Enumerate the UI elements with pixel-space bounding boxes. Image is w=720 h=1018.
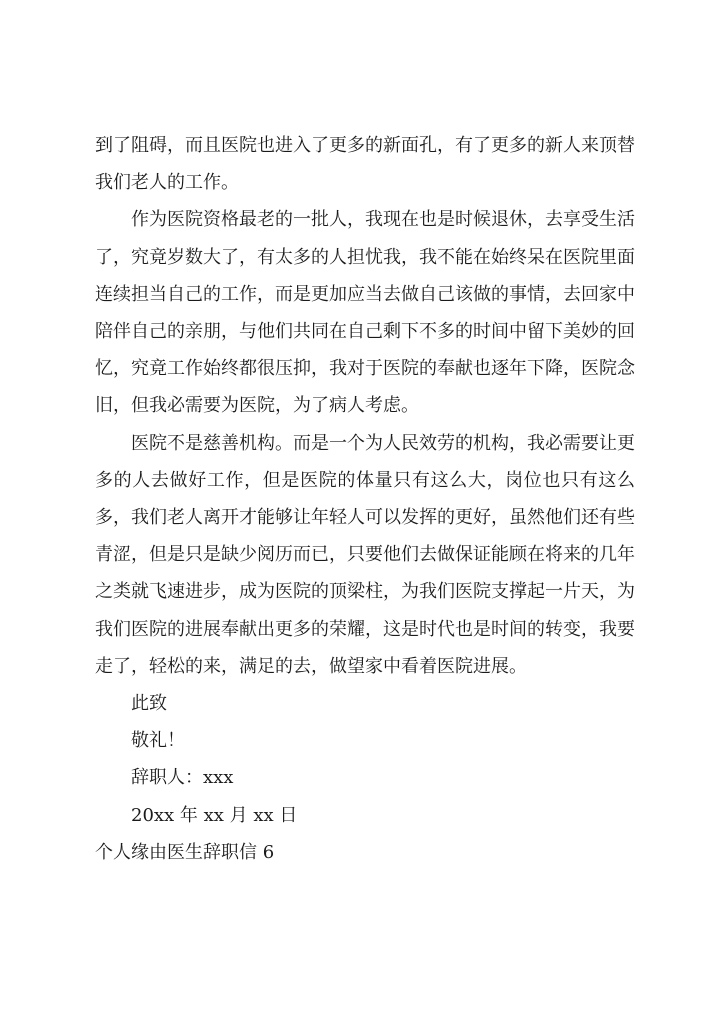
closing-line: 此致 bbox=[131, 693, 167, 715]
paragraph-hospital-future: 医院不是慈善机构。而是一个为人民效劳的机构，我必需要让更多的人去做好工作，但是医院的体量只有这么大，岗位也只有这么多，我们老人离开才能够让年轻人可以发挥的更好，虽然他们还有些青涩，但是只是缺少阅历而已，只要他们去做保证能顾在将来的几年之类就飞速进步，成为医院的顶梁柱，为我们医院支撑起一片天，为我们医院的进展奉献出更多的荣耀，这是时代也是时间的转变，我要走了，轻松的来，满足的去，做望家中看着医院进展。 bbox=[95, 432, 635, 677]
letter-body bbox=[95, 127, 635, 871]
paragraph-continuation: 到了阻碍，而且医院也进入了更多的新面孔，有了更多的新人来顶替我们老人的工作。 bbox=[95, 135, 635, 194]
signature-line: 辞职人：xxx bbox=[131, 767, 234, 789]
date-line: 20xx 年 xx 月 xx 日 bbox=[131, 804, 298, 826]
next-section-heading: 个人缘由医生辞职信 6 bbox=[95, 841, 275, 863]
paragraph-retirement-reason: 作为医院资格最老的一批人，我现在也是时候退休，去享受生活了，究竟岁数大了，有太多的人担忧我，我不能在始终呆在医院里面连续担当自己的工作，而是更加应当去做自己该做的事情，去回家中陪伴自己的亲朋，与他们共同在自己剩下不多的时间中留下美妙的回忆，究竟工作始终都很压抑，我对于医院的奉献也逐年下降，医院念旧，但我必需要为医院，为了病人考虑。 bbox=[95, 209, 635, 417]
salutation-line: 敬礼！ bbox=[131, 730, 185, 752]
